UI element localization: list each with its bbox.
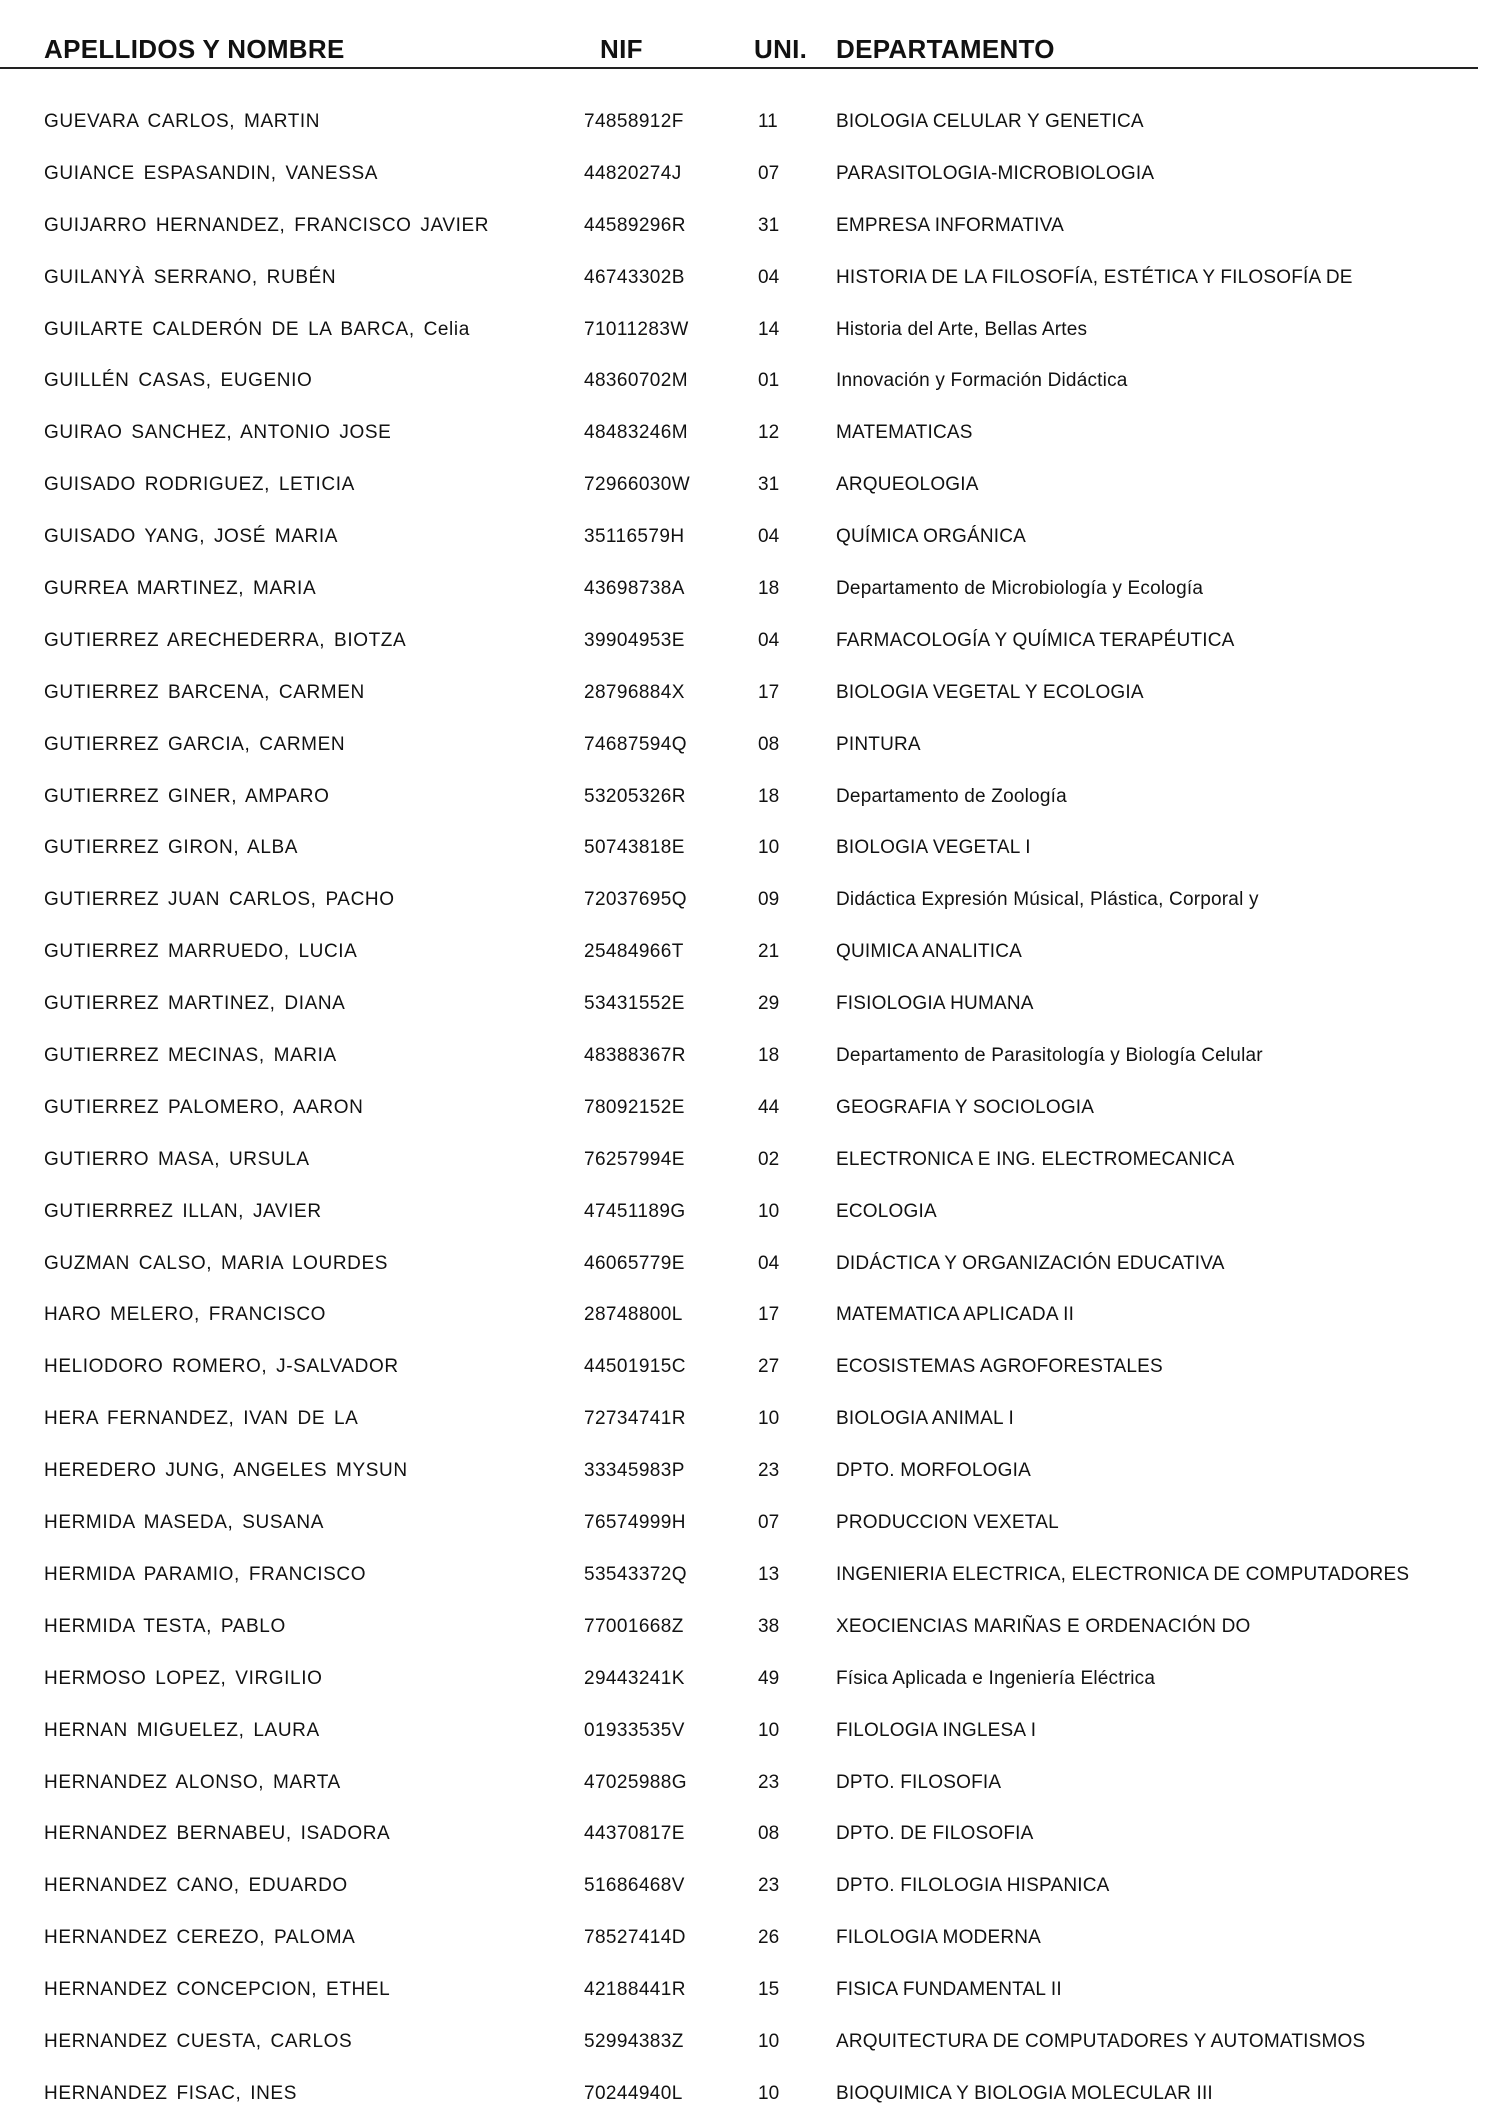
cell-name: GUILANYÀ SERRANO, RUBÉN <box>44 266 337 288</box>
cell-name: GUILLÉN CASAS, EUGENIO <box>44 370 313 392</box>
cell-nif: 70244940L <box>584 2082 683 2104</box>
table-row <box>0 304 1500 356</box>
cell-departamento: FISICA FUNDAMENTAL II <box>836 1979 1062 2001</box>
cell-name: GUTIERREZ GARCIA, CARMEN <box>44 733 346 755</box>
cell-name: HERNANDEZ ALONSO, MARTA <box>44 1771 341 1793</box>
cell-nif: 44501915C <box>584 1356 686 1378</box>
cell-nif: 46065779E <box>584 1252 685 1274</box>
cell-uni: 11 <box>758 111 778 132</box>
table-row <box>0 978 1500 1030</box>
cell-departamento: FARMACOLOGÍA Y QUÍMICA TERAPÉUTICA <box>836 629 1235 651</box>
table-row <box>0 822 1500 874</box>
cell-departamento: BIOLOGIA VEGETAL I <box>836 837 1031 859</box>
cell-uni: 18 <box>758 1045 780 1067</box>
column-header-departamento: DEPARTAMENTO <box>836 34 1055 64</box>
table-row <box>0 719 1500 771</box>
cell-departamento: QUIMICA ANALITICA <box>836 941 1023 963</box>
cell-name: GUZMAN CALSO, MARIA LOURDES <box>44 1252 389 1274</box>
table-row <box>0 615 1500 667</box>
cell-departamento: ECOLOGIA <box>836 1200 937 1222</box>
cell-name: GUTIERREZ MECINAS, MARIA <box>44 1045 337 1067</box>
cell-uni: 10 <box>758 1200 780 1222</box>
cell-uni: 31 <box>758 214 780 236</box>
cell-name: HERMIDA MASEDA, SUSANA <box>44 1512 324 1534</box>
cell-departamento: BIOLOGIA VEGETAL Y ECOLOGIA <box>836 681 1144 703</box>
cell-name: GUTIERREZ BARCENA, CARMEN <box>44 681 365 703</box>
cell-name: HERNANDEZ CONCEPCION, ETHEL <box>44 1979 391 2001</box>
cell-uni: 23 <box>758 1771 780 1793</box>
cell-uni: 23 <box>758 1460 780 1482</box>
cell-nif: 28748800L <box>584 1304 683 1326</box>
cell-departamento: HISTORIA DE LA FILOSOFÍA, ESTÉTICA Y FILOSOFÍA DE <box>836 266 1353 288</box>
cell-nif: 76257994E <box>584 1148 685 1170</box>
cell-nif: 46743302B <box>584 266 685 288</box>
table-row <box>0 1912 1500 1964</box>
cell-nif: 71011283W <box>584 318 689 340</box>
table-row <box>0 1341 1500 1393</box>
cell-nif: 42188441R <box>584 1979 686 2001</box>
cell-name: GUIJARRO HERNANDEZ, FRANCISCO JAVIER <box>44 214 490 236</box>
table-row <box>0 1653 1500 1705</box>
cell-nif: 35116579H <box>584 526 685 548</box>
cell-uni: 10 <box>758 837 780 859</box>
table-row <box>0 1030 1500 1082</box>
cell-nif: 72966030W <box>584 474 691 496</box>
cell-name: GUTIERREZ MARTINEZ, DIANA <box>44 993 346 1015</box>
cell-nif: 44589296R <box>584 214 686 236</box>
table-row <box>0 874 1500 926</box>
cell-nif: 72734741R <box>584 1408 686 1430</box>
cell-nif: 50743818E <box>584 837 685 859</box>
table-row <box>0 2068 1500 2120</box>
table-row <box>0 1860 1500 1912</box>
table-row <box>0 96 1500 148</box>
cell-uni: 21 <box>758 941 780 963</box>
cell-uni: 08 <box>758 733 780 755</box>
cell-nif: 74858912F <box>584 111 684 132</box>
table-row <box>0 407 1500 459</box>
table-row <box>0 1705 1500 1757</box>
cell-uni: 10 <box>758 2030 780 2052</box>
table-row <box>0 926 1500 978</box>
cell-uni: 15 <box>758 1979 780 2001</box>
cell-nif: 78527414D <box>584 1927 686 1949</box>
cell-nif: 74687594Q <box>584 733 687 755</box>
cell-name: GUISADO RODRIGUEZ, LETICIA <box>44 474 355 496</box>
table-row <box>0 1082 1500 1134</box>
table-row <box>0 1808 1500 1860</box>
table-row <box>0 563 1500 615</box>
cell-uni: 18 <box>758 578 780 600</box>
cell-departamento: FILOLOGIA MODERNA <box>836 1927 1042 1949</box>
cell-name: GUIANCE ESPASANDIN, VANESSA <box>44 162 379 184</box>
table-row <box>0 667 1500 719</box>
cell-departamento: Departamento de Parasitología y Biología Celular <box>836 1045 1263 1067</box>
cell-name: GUISADO YANG, JOSÉ MARIA <box>44 526 339 548</box>
cell-nif: 01933535V <box>584 1719 685 1741</box>
cell-uni: 17 <box>758 1304 780 1326</box>
cell-uni: 14 <box>758 318 780 340</box>
cell-nif: 76574999H <box>584 1512 686 1534</box>
cell-nif: 53543372Q <box>584 1563 687 1585</box>
cell-uni: 31 <box>758 474 780 496</box>
cell-departamento: MATEMATICA APLICADA II <box>836 1304 1075 1326</box>
cell-departamento: Innovación y Formación Didáctica <box>836 370 1128 392</box>
cell-nif: 72037695Q <box>584 889 687 911</box>
cell-departamento: Física Aplicada e Ingeniería Eléctrica <box>836 1667 1156 1689</box>
cell-departamento: Historia del Arte, Bellas Artes <box>836 318 1088 340</box>
cell-nif: 28796884X <box>584 681 685 703</box>
table-row <box>0 1757 1500 1809</box>
table-row <box>0 1445 1500 1497</box>
cell-name: HERMIDA PARAMIO, FRANCISCO <box>44 1563 367 1585</box>
cell-nif: 48483246M <box>584 422 688 444</box>
column-header-name: APELLIDOS Y NOMBRE <box>44 34 345 64</box>
table-row <box>0 1289 1500 1341</box>
cell-uni: 10 <box>758 1408 780 1430</box>
cell-uni: 38 <box>758 1615 780 1637</box>
cell-departamento: ECOSISTEMAS AGROFORESTALES <box>836 1356 1163 1378</box>
cell-name: GUIRAO SANCHEZ, ANTONIO JOSE <box>44 422 392 444</box>
cell-departamento: DPTO. MORFOLOGIA <box>836 1460 1031 1482</box>
cell-departamento: FISIOLOGIA HUMANA <box>836 993 1034 1015</box>
cell-name: HERNANDEZ CEREZO, PALOMA <box>44 1927 356 1949</box>
cell-uni: 04 <box>758 1252 780 1274</box>
table-row <box>0 459 1500 511</box>
cell-name: HERNANDEZ BERNABEU, ISADORA <box>44 1823 391 1845</box>
cell-departamento: Didáctica Expresión Músical, Plástica, Corporal y <box>836 889 1259 911</box>
cell-departamento: QUÍMICA ORGÁNICA <box>836 526 1027 548</box>
table-row <box>0 2016 1500 2068</box>
cell-uni: 23 <box>758 1875 780 1897</box>
cell-departamento: ARQUITECTURA DE COMPUTADORES Y AUTOMATISMOS <box>836 2030 1366 2052</box>
cell-nif: 48388367R <box>584 1045 686 1067</box>
cell-nif: 39904953E <box>584 629 685 651</box>
cell-departamento: INGENIERIA ELECTRICA, ELECTRONICA DE COMPUTADORES <box>836 1563 1410 1585</box>
table-row <box>0 148 1500 200</box>
cell-name: GUTIERREZ GIRON, ALBA <box>44 837 299 859</box>
cell-name: HEREDERO JUNG, ANGELES MYSUN <box>44 1460 408 1482</box>
cell-uni: 04 <box>758 526 780 548</box>
column-header-nif: NIF <box>600 34 643 64</box>
cell-uni: 27 <box>758 1356 780 1378</box>
cell-departamento: GEOGRAFIA Y SOCIOLOGIA <box>836 1096 1095 1118</box>
cell-departamento: XEOCIENCIAS MARIÑAS E ORDENACIÓN DO <box>836 1615 1251 1637</box>
cell-nif: 44820274J <box>584 162 682 184</box>
cell-departamento: Departamento de Microbiología y Ecología <box>836 578 1204 600</box>
table-row <box>0 1186 1500 1238</box>
table-row <box>0 511 1500 563</box>
cell-nif: 47025988G <box>584 1771 687 1793</box>
cell-uni: 08 <box>758 1823 780 1845</box>
cell-uni: 26 <box>758 1927 780 1949</box>
cell-name: HARO MELERO, FRANCISCO <box>44 1304 327 1326</box>
cell-uni: 44 <box>758 1096 780 1118</box>
table-row <box>0 1497 1500 1549</box>
cell-nif: 53205326R <box>584 785 686 807</box>
cell-name: GUTIERREZ ARECHEDERRA, BIOTZA <box>44 629 407 651</box>
table-row <box>0 1393 1500 1445</box>
cell-nif: 43698738A <box>584 578 685 600</box>
cell-name: HERNANDEZ CANO, EDUARDO <box>44 1875 348 1897</box>
cell-uni: 09 <box>758 889 780 911</box>
cell-name: HELIODORO ROMERO, J-SALVADOR <box>44 1356 399 1378</box>
cell-nif: 44370817E <box>584 1823 685 1845</box>
table-row <box>0 200 1500 252</box>
cell-name: GUTIERREZ MARRUEDO, LUCIA <box>44 941 358 963</box>
cell-departamento: ARQUEOLOGIA <box>836 474 979 496</box>
cell-departamento: DPTO. DE FILOSOFIA <box>836 1823 1034 1845</box>
table-row <box>0 1601 1500 1653</box>
cell-name: GUTIERREZ JUAN CARLOS, PACHO <box>44 889 395 911</box>
cell-departamento: PINTURA <box>836 733 921 755</box>
cell-name: GUTIERREZ GINER, AMPARO <box>44 785 330 807</box>
table-row <box>0 1964 1500 2016</box>
cell-nif: 52994383Z <box>584 2030 684 2052</box>
cell-uni: 07 <box>758 162 780 184</box>
cell-nif: 47451189G <box>584 1200 686 1222</box>
cell-uni: 01 <box>758 370 780 392</box>
cell-name: HERMIDA TESTA, PABLO <box>44 1615 286 1637</box>
cell-nif: 29443241K <box>584 1667 685 1689</box>
cell-departamento: Departamento de Zoología <box>836 785 1067 807</box>
cell-name: HERMOSO LOPEZ, VIRGILIO <box>44 1667 323 1689</box>
cell-departamento: PARASITOLOGIA-MICROBIOLOGIA <box>836 162 1155 184</box>
header-divider <box>0 67 1478 69</box>
cell-nif: 48360702M <box>584 370 688 392</box>
cell-uni: 10 <box>758 1719 780 1741</box>
table-row <box>0 1549 1500 1601</box>
cell-uni: 02 <box>758 1148 780 1170</box>
cell-uni: 29 <box>758 993 780 1015</box>
cell-nif: 78092152E <box>584 1096 685 1118</box>
cell-departamento: EMPRESA INFORMATIVA <box>836 214 1064 236</box>
cell-departamento: PRODUCCION VEXETAL <box>836 1512 1059 1534</box>
cell-name: GUTIERRO MASA, URSULA <box>44 1148 310 1170</box>
cell-departamento: DPTO. FILOLOGIA HISPANICA <box>836 1875 1110 1897</box>
table-header <box>0 30 1500 70</box>
table-body <box>0 96 1500 2120</box>
cell-nif: 77001668Z <box>584 1615 684 1637</box>
table-row <box>0 252 1500 304</box>
cell-name: GUTIERREZ PALOMERO, AARON <box>44 1096 364 1118</box>
table-row <box>0 1134 1500 1186</box>
table-row <box>0 355 1500 407</box>
table-row <box>0 771 1500 823</box>
cell-name: GUILARTE CALDERÓN DE LA BARCA, Celia <box>44 318 470 340</box>
cell-departamento: BIOLOGIA ANIMAL I <box>836 1408 1014 1430</box>
cell-departamento: DPTO. FILOSOFIA <box>836 1771 1002 1793</box>
column-header-uni: UNI. <box>754 34 808 64</box>
cell-departamento: BIOQUIMICA Y BIOLOGIA MOLECULAR III <box>836 2082 1213 2104</box>
cell-name: GURREA MARTINEZ, MARIA <box>44 578 317 600</box>
cell-name: GUTIERRREZ ILLAN, JAVIER <box>44 1200 322 1222</box>
cell-uni: 17 <box>758 681 780 703</box>
cell-departamento: BIOLOGIA CELULAR Y GENETICA <box>836 111 1144 132</box>
cell-name: GUEVARA CARLOS, MARTIN <box>44 111 321 132</box>
cell-departamento: ELECTRONICA E ING. ELECTROMECANICA <box>836 1148 1235 1170</box>
cell-uni: 49 <box>758 1667 780 1689</box>
cell-nif: 53431552E <box>584 993 685 1015</box>
cell-uni: 04 <box>758 266 780 288</box>
cell-departamento: DIDÁCTICA Y ORGANIZACIÓN EDUCATIVA <box>836 1252 1225 1274</box>
cell-uni: 12 <box>758 422 780 444</box>
cell-name: HERNANDEZ CUESTA, CARLOS <box>44 2030 353 2052</box>
cell-nif: 51686468V <box>584 1875 685 1897</box>
cell-name: HERA FERNANDEZ, IVAN DE LA <box>44 1408 359 1430</box>
cell-nif: 25484966T <box>584 941 684 963</box>
cell-name: HERNAN MIGUELEZ, LAURA <box>44 1719 320 1741</box>
cell-uni: 04 <box>758 629 780 651</box>
cell-nif: 33345983P <box>584 1460 685 1482</box>
cell-uni: 07 <box>758 1512 780 1534</box>
table-row <box>0 1238 1500 1290</box>
cell-uni: 18 <box>758 785 780 807</box>
cell-departamento: MATEMATICAS <box>836 422 973 444</box>
cell-uni: 10 <box>758 2082 780 2104</box>
cell-departamento: FILOLOGIA INGLESA I <box>836 1719 1037 1741</box>
cell-uni: 13 <box>758 1563 780 1585</box>
cell-name: HERNANDEZ FISAC, INES <box>44 2082 297 2104</box>
